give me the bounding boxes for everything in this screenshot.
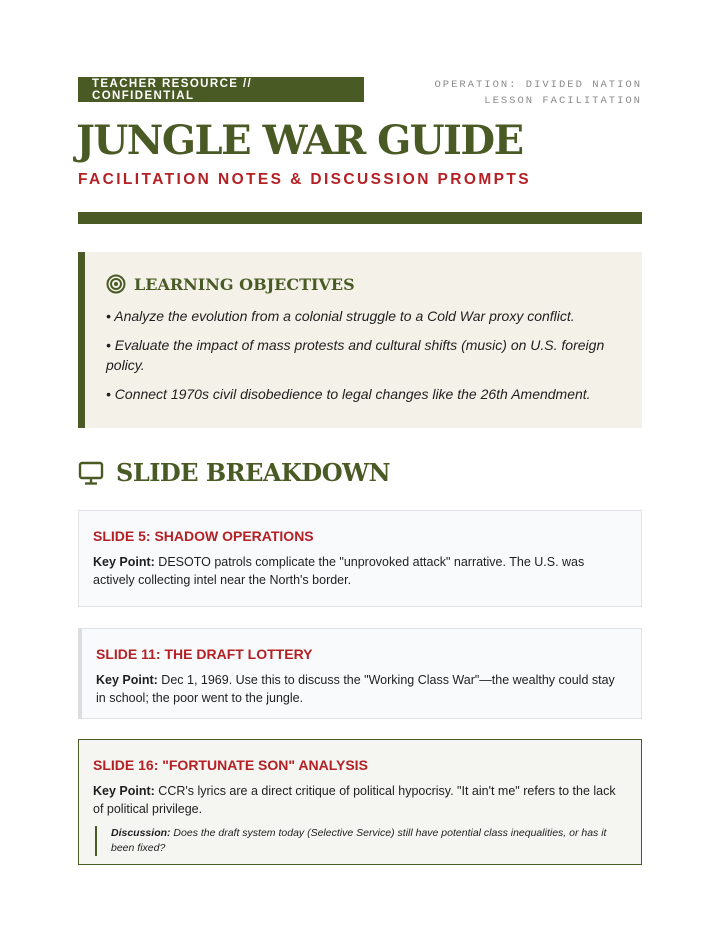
slide-key-point — [93, 553, 627, 589]
discussion-text: Does the draft system today (Selective Service) still have potential class inequalities, or has it been fixed? — [111, 827, 607, 854]
objective-item: • Connect 1970s civil disobedience to legal changes like the 26th Amendment. — [106, 386, 591, 402]
header-divider — [78, 212, 642, 224]
key-point-label: Key Point: — [96, 673, 158, 687]
key-point-label: Key Point: — [93, 555, 155, 569]
meta-line-lesson: LESSON FACILITATION — [484, 95, 642, 107]
badge-text: TEACHER RESOURCE // CONFIDENTIAL — [92, 77, 253, 102]
objectives-list — [106, 306, 620, 404]
slide-card-title: SLIDE 16: "FORTUNATE SON" ANALYSIS — [93, 757, 368, 773]
monitor-icon — [78, 460, 104, 486]
slide-card-5 — [78, 510, 642, 607]
slide-card-title: SLIDE 11: THE DRAFT LOTTERY — [96, 646, 313, 662]
slide-card-title: SLIDE 5: SHADOW OPERATIONS — [93, 528, 314, 544]
slide-breakdown-title: SLIDE BREAKDOWN — [116, 458, 391, 487]
key-point-text: CCR's lyrics are a direct critique of political hypocrisy. "It ain't me" refers to the lack of political privilege. — [93, 784, 616, 816]
discussion-prompt — [95, 826, 627, 856]
confidential-badge — [78, 77, 364, 102]
key-point-label: Key Point: — [93, 784, 155, 798]
meta-line-operation: OPERATION: DIVIDED NATION — [434, 79, 642, 91]
page-subtitle: FACILITATION NOTES & DISCUSSION PROMPTS — [78, 171, 531, 188]
objective-item: • Evaluate the impact of mass protests and cultural shifts (music) on U.S. foreign policy. — [106, 337, 605, 373]
target-icon — [106, 274, 126, 294]
page-title: JUNGLE WAR GUIDE — [76, 117, 523, 164]
key-point-text: Dec 1, 1969. Use this to discuss the "Working Class War"—the wealthy could stay in school; the poor went to the jungle. — [96, 673, 615, 705]
slide-key-point — [96, 671, 627, 707]
slide-breakdown-header — [78, 458, 390, 487]
slide-card-11 — [78, 628, 642, 719]
objectives-title: LEARNING OBJECTIVES — [134, 274, 355, 294]
operation-meta — [434, 77, 642, 109]
slide-card-16 — [78, 739, 642, 865]
slide-key-point — [93, 782, 627, 818]
objective-item: • Analyze the evolution from a colonial struggle to a Cold War proxy conflict. — [106, 308, 575, 324]
key-point-text: DESOTO patrols complicate the "unprovoked attack" narrative. The U.S. was actively collecting intel near the North's border. — [93, 555, 585, 587]
discussion-label: Discussion: — [111, 827, 171, 839]
learning-objectives-panel — [78, 252, 642, 428]
objectives-header — [106, 274, 620, 294]
